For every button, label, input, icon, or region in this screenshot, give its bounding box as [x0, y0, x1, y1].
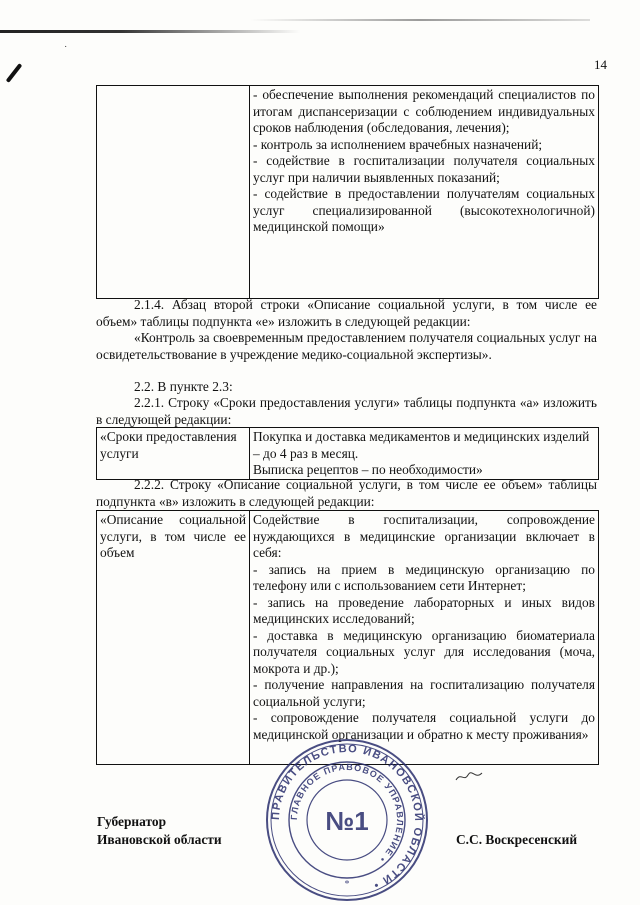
- terms-line: Покупка и доставка медикаментов и медицинских изделий – до 4 раз в месяц.: [253, 429, 590, 461]
- paragraph-2-2: 2.2. В пункте 2.3:: [134, 379, 233, 394]
- table-row: [97, 428, 599, 480]
- scan-artifact-line: [250, 19, 590, 21]
- handwritten-mark: [6, 63, 23, 83]
- paragraph-2-2-2: 2.2.2. Строку «Описание социальной услуги, в том числе ее объем» таблицы подпункта «в» изложить в следующей редакции:: [96, 477, 597, 509]
- table-cell-content: [250, 428, 599, 480]
- paragraph-2-2-1: 2.2.1. Строку «Сроки предоставления услуги» таблицы подпункта «а» изложить в следующей редакции:: [96, 395, 597, 427]
- table-row: [97, 86, 599, 299]
- table-description: [96, 510, 599, 765]
- stamp-outer-text: ПРАВИТЕЛЬСТВО ИВАНОВСКОЙ ОБЛАСТИ •: [269, 742, 425, 892]
- list-item: - контроль за исполнением врачебных назначений;: [253, 136, 543, 152]
- signature-title-line1: Губернатор: [97, 814, 167, 829]
- list-item: - содействие в госпитализации получателя социальных услуг при наличии выявленных показаний;: [253, 153, 595, 185]
- official-stamp: [262, 735, 432, 905]
- svg-text:*: *: [344, 879, 350, 890]
- list-item: - запись на проведение лабораторных и иных видов медицинских исследований;: [253, 594, 595, 626]
- page-number: 14: [594, 57, 607, 72]
- list-item: - запись на прием в медицинскую организацию по телефону или с использованием сети Интернет;: [253, 561, 595, 593]
- table-cell-label: «Описание социальной услуги, в том числе ее объем: [97, 511, 250, 765]
- list-item: - обеспечение выполнения рекомендаций специалистов по итогам диспансеризации с соблюдением индивидуальных сроков наблюдения (обследования, лечения);: [253, 87, 595, 135]
- list-item: - содействие в предоставлении получателям социальных услуг специализированной (высокотехнологичной) медицинской помощи»: [253, 186, 595, 234]
- terms-line: Выписка рецептов – по необходимости»: [253, 462, 483, 477]
- table-row: [97, 511, 599, 765]
- paragraph-2-1-4: 2.1.4. Абзац второй строки «Описание социальной услуги, в том числе ее объем» таблицы подпункта «е» изложить в следующей редакции:: [96, 297, 597, 329]
- stamp-inner-text: ГЛАВНОЕ ПРАВОВОЕ УПРАВЛЕНИЕ •: [288, 761, 406, 865]
- list-item: - получение направления на госпитализацию получателя социальной услуги;: [253, 677, 595, 709]
- table-cell-list: [250, 86, 599, 299]
- paragraph-quote: «Контроль за своевременным предоставлением получателя социальных услуг на освидетельствование в учреждение медико-социальной экспертизы».: [96, 330, 597, 362]
- table-terms: [96, 427, 599, 480]
- description-intro: Содействие в госпитализации, сопровождение нуждающихся в медицинские организации включает в себя:: [253, 512, 595, 560]
- signature-name: С.С. Воскресенский: [456, 832, 578, 847]
- list-item: - доставка в медицинскую организацию биоматериала получателя социальных услуг для исследования (моча, мокрота и др.);: [253, 627, 595, 676]
- list-item: - сопровождение получателя социальной услуги до медицинской организации и обратно к месту проживания»: [253, 710, 595, 742]
- table-cell-label: «Сроки предоставления услуги: [97, 428, 250, 480]
- signature-title: [97, 813, 222, 849]
- signature-title-line2: Ивановской области: [97, 832, 222, 847]
- stamp-number: №1: [325, 806, 369, 836]
- scan-artifact-line: [0, 30, 300, 33]
- table-cell-empty: [97, 86, 250, 299]
- scan-artifact-mark: ˙: [64, 45, 68, 56]
- table-cell-list: [250, 511, 599, 765]
- table-continuation: [96, 85, 599, 299]
- handwritten-initials: [455, 770, 483, 784]
